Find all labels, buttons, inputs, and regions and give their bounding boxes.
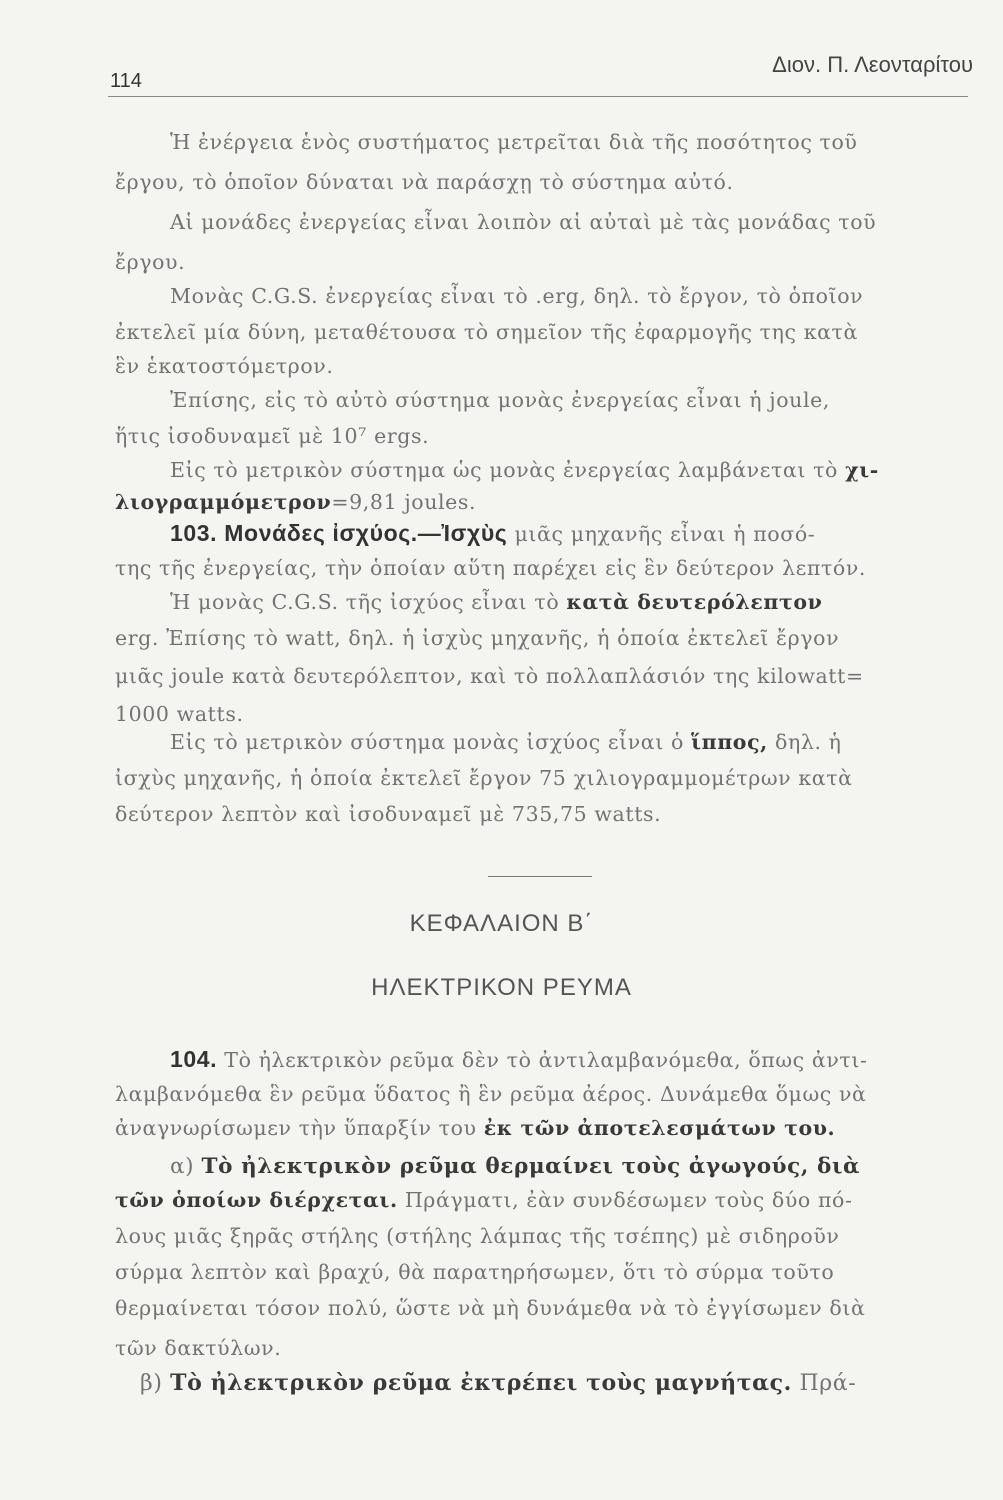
text-run: Πρά- [799,1371,857,1396]
bold-term: Τὸ ἠλεκτρικὸν ρεῦμα θερμαίνει τοὺς ἀγωγούς, διὰ [201,1154,861,1179]
text-line: λους μιᾶς ξηρᾶς στήλης (στήλης λάμπας τῆς τσέπης) μὲ σιδηροῦν [115,1224,840,1248]
text-line [170,730,842,754]
text-run: Εἰς τὸ μετρικὸν σύστημα μονὰς ἰσχύος εἶναι ὁ [170,730,684,754]
text-line [170,1154,860,1179]
bold-term: ἐκ τῶν ἀποτελεσμάτων του. [483,1116,836,1140]
text-line [140,1370,856,1396]
text-run: =9,81 joules. [331,490,477,514]
bold-term: Τὸ ἠλεκτρικὸν ρεῦμα ἐκτρέπει τοὺς μαγνήτας. [170,1370,792,1396]
chapter-title: ΗΛΕΚΤΡΙΚΟΝ ΡΕΥΜΑ [371,974,632,1001]
bold-term: ἵππος, [691,730,768,754]
section-title: Μονάδες ἰσχύος.—Ἰσχὺς [224,520,508,546]
text-line: ἔργου. [115,250,186,274]
bold-term: λιογραμμόμετρον [115,490,332,514]
text-line: της τῆς ἐνεργείας, τὴν ὁποίαν αὕτη παρέχει εἰς ἓν δεύτερον λεπτόν. [115,556,867,580]
header-rule [108,96,968,97]
list-marker: α) [170,1154,195,1179]
text-line: σύρμα λεπτὸν καὶ βραχύ, θὰ παρατηρήσωμεν, ὅτι τὸ σύρμα τοῦτο [115,1260,835,1284]
page-number: 114 [110,70,142,92]
text-run: Πράγματι, ἐὰν συνδέσωμεν τοὺς δύο πό- [404,1188,853,1212]
text-line: Μονὰς C.G.S. ἐνεργείας εἶναι τὸ .erg, δηλ. τὸ ἔργον, τὸ ὁποῖον [170,284,864,308]
bold-term: κατὰ δευτερόλεπτον [566,590,823,614]
text-line [115,1116,835,1140]
text-run: ἀναγνωρίσωμεν τὴν ὕπαρξίν του [115,1116,477,1140]
section-number: 103. [170,520,218,546]
text-line: δεύτερον λεπτὸν καὶ ἰσοδυναμεῖ μὲ 735,75 watts. [115,802,662,826]
text-line: erg. Ἐπίσης τὸ watt, δηλ. ἡ ἰσχὺς μηχανῆς, ἡ ὁποία ἐκτελεῖ ἔργον [115,626,840,650]
text-line: ἔργου, τὸ ὁποῖον δύναται νὰ παράσχῃ τὸ σύστημα αὐτό. [115,170,734,194]
bold-term: χι- [845,458,879,482]
text-line: μιᾶς joule κατὰ δευτερόλεπτον, καὶ τὸ πολλαπλάσιόν της kilowatt= [115,664,864,688]
text-line: Ἡ ἐνέργεια ἑνὸς συστήματος μετρεῖται διὰ τῆς ποσότητος τοῦ [170,130,858,154]
text-line [115,1188,853,1212]
text-line [170,590,823,614]
section-separator [488,876,592,877]
bold-term: τῶν ὁποίων διέρχεται. [115,1188,398,1212]
text-line: τῶν δακτύλων. [115,1336,282,1360]
text-run: Εἰς τὸ μετρικὸν σύστημα ὡς μονὰς ἐνεργείας λαμβάνεται τὸ [170,458,838,482]
text-line: ἐκτελεῖ μία δύνη, μεταθέτουσα τὸ σημεῖον τῆς ἐφαρμογῆς της κατὰ [115,320,858,344]
text-run: Τὸ ἠλεκτρικὸν ρεῦμα δὲν τὸ ἀντιλαμβανόμεθα, ὅπως ἀντι- [224,1048,868,1072]
chapter-label: ΚΕΦΑΛΑΙΟΝ Β΄ [409,910,594,937]
text-run: μιᾶς μηχανῆς εἶναι ἡ ποσό- [514,522,816,546]
text-line: ἥτις ἰσοδυναμεῖ μὲ 10⁷ ergs. [115,424,430,448]
text-run: δηλ. ἡ [775,730,842,754]
text-line: Αἱ μονάδες ἐνεργείας εἶναι λοιπὸν αἱ αὐταὶ μὲ τὰς μονάδας τοῦ [170,210,877,234]
section-number: 104. [170,1046,218,1072]
text-line: θερμαίνεται τόσον πολύ, ὥστε νὰ μὴ δυνάμεθα νὰ τὸ ἐγγίσωμεν διὰ [115,1296,866,1320]
text-line: λαμβανόμεθα ἓν ρεῦμα ὕδατος ἢ ἓν ρεῦμα ἀέρος. Δυνάμεθα ὅμως νὰ [115,1082,867,1106]
text-run: Ἡ μονὰς C.G.S. τῆς ἰσχύος εἶναι τὸ [170,590,560,614]
section-103-heading [170,520,815,547]
list-marker: β) [140,1371,163,1396]
text-line: ἓν ἑκατοστόμετρον. [115,354,334,378]
running-title: Διον. Π. Λεονταρίτου [772,52,973,77]
text-line: 1000 watts. [115,702,244,726]
text-line [170,458,879,482]
text-line: Ἐπίσης, εἰς τὸ αὐτὸ σύστημα μονὰς ἐνεργείας εἶναι ἡ joule, [170,388,830,412]
text-line: ἰσχὺς μηχανῆς, ἡ ὁποία ἐκτελεῖ ἔργον 75 χιλιογραμμομέτρων κατὰ [115,766,853,790]
section-104-line [170,1046,867,1073]
text-line [115,490,476,514]
